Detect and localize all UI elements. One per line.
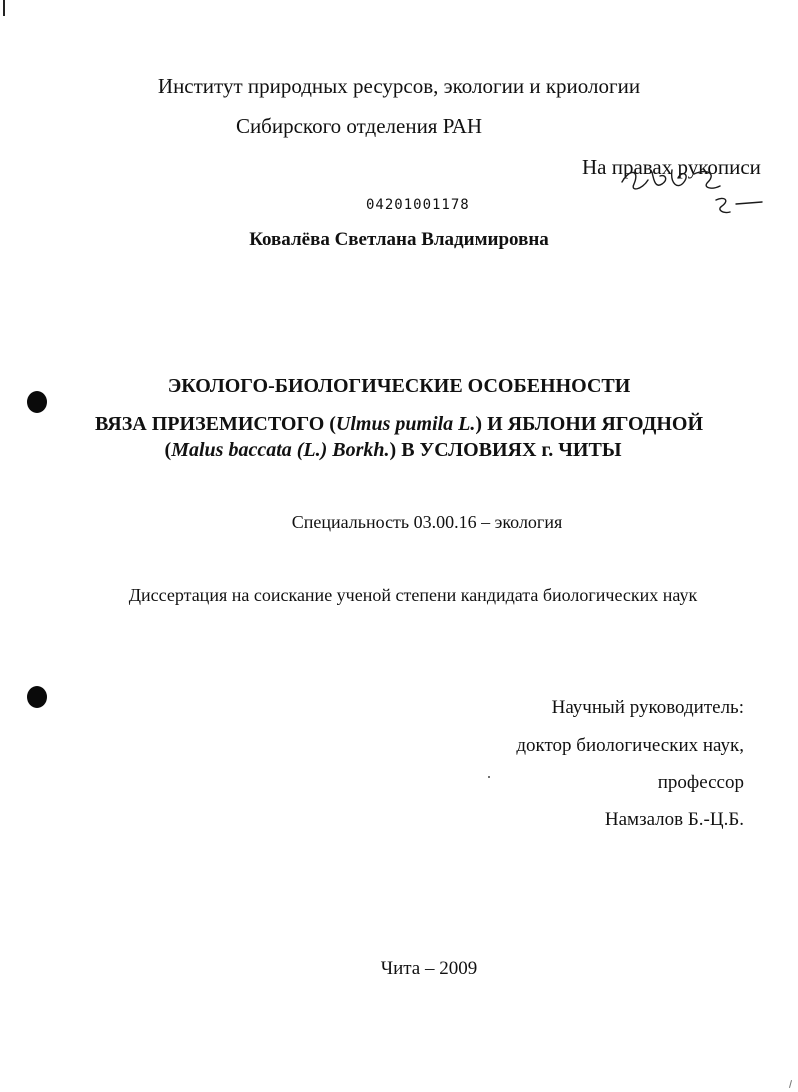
scan-speck <box>488 776 490 778</box>
dissertation-statement: Диссертация на соискание ученой степени кандидата биологических наук <box>128 585 698 605</box>
scan-edge-mark <box>3 0 5 16</box>
institute-branch: Сибирского отделения РАН <box>235 114 483 138</box>
title-latin-ulmus: Ulmus pumila L. <box>335 413 476 435</box>
city-year: Чита – 2009 <box>380 958 478 979</box>
author-name: Ковалёва Светлана Владимировна <box>249 229 549 250</box>
supervisor-name: Намзалов Б.-Ц.Б. <box>604 809 744 830</box>
supervisor-rank: профессор <box>657 772 744 793</box>
specialty: Специальность 03.00.16 – экология <box>291 512 563 532</box>
supervisor-label: Научный руководитель: <box>551 697 744 718</box>
handwritten-signature <box>612 160 772 220</box>
supervisor-degree: доктор биологических наук, <box>516 735 744 756</box>
manuscript-rights: На правах рукописи <box>582 155 761 179</box>
scan-corner-mark <box>789 1080 792 1088</box>
title-line-3: (Malus baccata (L.) Borkh.) В УСЛОВИЯХ г. ЧИТЫ <box>164 439 622 461</box>
institute-name: Институт природных ресурсов, экологии и криологии <box>157 74 641 98</box>
title-line-2: ВЯЗА ПРИЗЕМИСТОГО (Ulmus pumila L.) И ЯБЛОНИ ЯГОДНОЙ <box>94 413 704 435</box>
title-line-1: ЭКОЛОГО-БИОЛОГИЧЕСКИЕ ОСОБЕННОСТИ <box>167 375 631 397</box>
catalog-number: 04201001178 <box>366 197 470 213</box>
title-latin-malus: Malus baccata (L.) Borkh. <box>171 439 390 461</box>
